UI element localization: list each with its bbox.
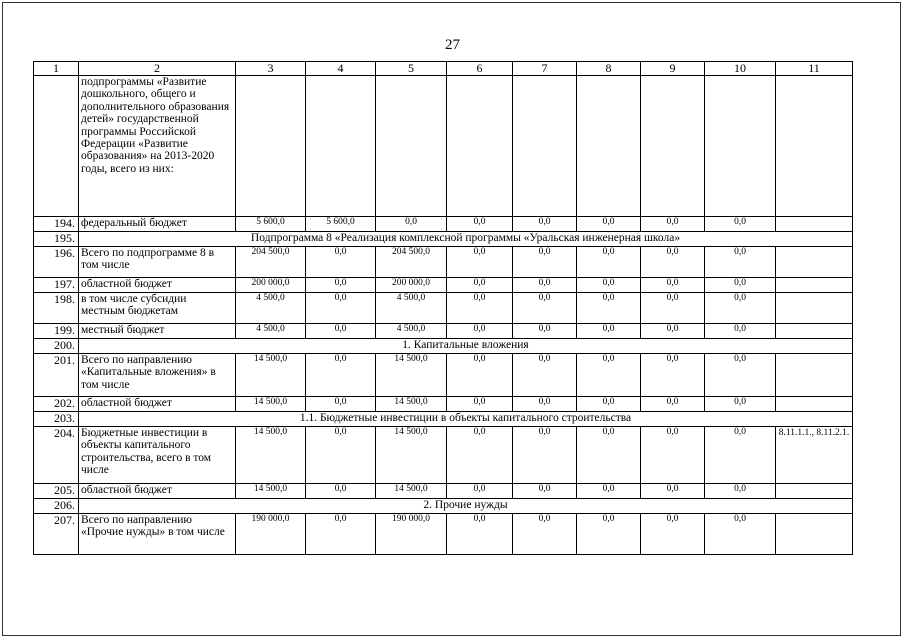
row-number: 196. bbox=[34, 247, 79, 278]
table-row bbox=[34, 397, 853, 412]
value-cell bbox=[641, 76, 705, 217]
section-title: 1. Капитальные вложения bbox=[79, 339, 853, 354]
value-cell: 0,0 bbox=[577, 324, 641, 339]
value-cell bbox=[705, 76, 776, 217]
value-cell: 0,0 bbox=[577, 247, 641, 278]
value-cell: 0,0 bbox=[577, 514, 641, 555]
value-cell: 0,0 bbox=[447, 427, 513, 484]
table-row bbox=[34, 76, 853, 217]
value-cell bbox=[577, 76, 641, 217]
value-cell: 0,0 bbox=[513, 354, 577, 397]
value-cell: 0,0 bbox=[705, 354, 776, 397]
value-cell: 0,0 bbox=[513, 514, 577, 555]
value-cell: 0,0 bbox=[577, 397, 641, 412]
column-header: 10 bbox=[705, 62, 776, 76]
value-cell: 0,0 bbox=[705, 278, 776, 293]
code-cell bbox=[776, 293, 853, 324]
value-cell: 0,0 bbox=[306, 427, 376, 484]
table-row bbox=[34, 514, 853, 555]
value-cell: 0,0 bbox=[306, 354, 376, 397]
value-cell: 204 500,0 bbox=[376, 247, 447, 278]
value-cell bbox=[376, 76, 447, 217]
value-cell: 14 500,0 bbox=[376, 397, 447, 412]
column-header: 11 bbox=[776, 62, 853, 76]
value-cell: 0,0 bbox=[641, 247, 705, 278]
row-number: 197. bbox=[34, 278, 79, 293]
table-row bbox=[34, 427, 853, 484]
column-header: 9 bbox=[641, 62, 705, 76]
table-row bbox=[34, 217, 853, 232]
value-cell: 0,0 bbox=[641, 324, 705, 339]
value-cell: 0,0 bbox=[513, 397, 577, 412]
column-header: 6 bbox=[447, 62, 513, 76]
row-number: 199. bbox=[34, 324, 79, 339]
value-cell: 0,0 bbox=[306, 293, 376, 324]
value-cell: 0,0 bbox=[577, 427, 641, 484]
value-cell: 0,0 bbox=[306, 324, 376, 339]
section-row bbox=[34, 232, 853, 247]
value-cell: 0,0 bbox=[577, 217, 641, 232]
value-cell: 0,0 bbox=[513, 427, 577, 484]
row-name: подпрограммы «Развитие дошкольного, общего и дополнительного образования детей» государственной программы Российской Федерации «Развитие образования» на 2013-2020 годы, всего из них: bbox=[79, 76, 236, 217]
value-cell: 0,0 bbox=[306, 278, 376, 293]
value-cell: 0,0 bbox=[447, 324, 513, 339]
value-cell: 200 000,0 bbox=[376, 278, 447, 293]
row-name: Всего по направлению «Капитальные вложения» в том числе bbox=[79, 354, 236, 397]
value-cell: 0,0 bbox=[641, 354, 705, 397]
row-number: 200. bbox=[34, 339, 79, 354]
value-cell: 190 000,0 bbox=[376, 514, 447, 555]
value-cell: 0,0 bbox=[447, 217, 513, 232]
value-cell: 0,0 bbox=[705, 324, 776, 339]
value-cell: 0,0 bbox=[306, 484, 376, 499]
value-cell: 4 500,0 bbox=[376, 293, 447, 324]
row-number: 207. bbox=[34, 514, 79, 555]
value-cell: 0,0 bbox=[447, 484, 513, 499]
value-cell: 0,0 bbox=[577, 293, 641, 324]
row-number: 198. bbox=[34, 293, 79, 324]
value-cell: 0,0 bbox=[641, 484, 705, 499]
value-cell: 14 500,0 bbox=[376, 484, 447, 499]
value-cell: 0,0 bbox=[513, 278, 577, 293]
value-cell: 14 500,0 bbox=[236, 354, 306, 397]
page-number: 27 bbox=[445, 37, 460, 53]
code-cell bbox=[776, 217, 853, 232]
value-cell: 14 500,0 bbox=[236, 484, 306, 499]
value-cell: 0,0 bbox=[447, 293, 513, 324]
section-title: 1.1. Бюджетные инвестиции в объекты капитального строительства bbox=[79, 412, 853, 427]
code-cell bbox=[776, 76, 853, 217]
table-row bbox=[34, 278, 853, 293]
value-cell: 0,0 bbox=[705, 397, 776, 412]
value-cell: 4 500,0 bbox=[376, 324, 447, 339]
row-number: 206. bbox=[34, 499, 79, 514]
value-cell bbox=[306, 76, 376, 217]
value-cell: 0,0 bbox=[447, 397, 513, 412]
section-row bbox=[34, 339, 853, 354]
row-name: местный бюджет bbox=[79, 324, 236, 339]
code-cell: 8.11.1.1., 8.11.2.1. bbox=[776, 427, 853, 484]
code-cell bbox=[776, 247, 853, 278]
column-header: 1 bbox=[34, 62, 79, 76]
table-row bbox=[34, 247, 853, 278]
value-cell: 14 500,0 bbox=[236, 397, 306, 412]
row-number: 195. bbox=[34, 232, 79, 247]
value-cell: 5 600,0 bbox=[236, 217, 306, 232]
value-cell: 0,0 bbox=[306, 514, 376, 555]
value-cell: 0,0 bbox=[513, 324, 577, 339]
value-cell: 0,0 bbox=[641, 293, 705, 324]
value-cell: 0,0 bbox=[705, 217, 776, 232]
section-title: 2. Прочие нужды bbox=[79, 499, 853, 514]
budget-table bbox=[33, 61, 853, 555]
row-number: 201. bbox=[34, 354, 79, 397]
table-row bbox=[34, 293, 853, 324]
table-row bbox=[34, 324, 853, 339]
column-header: 2 bbox=[79, 62, 236, 76]
value-cell: 4 500,0 bbox=[236, 293, 306, 324]
row-number: 204. bbox=[34, 427, 79, 484]
row-name: Всего по направлению «Прочие нужды» в том числе bbox=[79, 514, 236, 555]
value-cell: 0,0 bbox=[513, 293, 577, 324]
code-cell bbox=[776, 514, 853, 555]
value-cell: 0,0 bbox=[705, 484, 776, 499]
value-cell: 0,0 bbox=[705, 247, 776, 278]
value-cell: 200 000,0 bbox=[236, 278, 306, 293]
value-cell: 0,0 bbox=[447, 247, 513, 278]
value-cell: 0,0 bbox=[705, 293, 776, 324]
row-number: 202. bbox=[34, 397, 79, 412]
row-name: Бюджетные инвестиции в объекты капитального строительства, всего в том числе bbox=[79, 427, 236, 484]
value-cell: 204 500,0 bbox=[236, 247, 306, 278]
value-cell: 0,0 bbox=[447, 514, 513, 555]
value-cell: 0,0 bbox=[513, 247, 577, 278]
table-row bbox=[34, 354, 853, 397]
column-header: 4 bbox=[306, 62, 376, 76]
value-cell: 0,0 bbox=[306, 397, 376, 412]
section-row bbox=[34, 412, 853, 427]
value-cell: 0,0 bbox=[705, 514, 776, 555]
column-header: 3 bbox=[236, 62, 306, 76]
value-cell bbox=[513, 76, 577, 217]
value-cell: 14 500,0 bbox=[376, 427, 447, 484]
value-cell: 0,0 bbox=[641, 427, 705, 484]
code-cell bbox=[776, 354, 853, 397]
section-title: Подпрограмма 8 «Реализация комплексной программы «Уральская инженерная школа» bbox=[79, 232, 853, 247]
row-name: федеральный бюджет bbox=[79, 217, 236, 232]
row-name: в том числе субсидии местным бюджетам bbox=[79, 293, 236, 324]
code-cell bbox=[776, 397, 853, 412]
row-number: 194. bbox=[34, 217, 79, 232]
column-header: 7 bbox=[513, 62, 577, 76]
value-cell bbox=[447, 76, 513, 217]
code-cell bbox=[776, 324, 853, 339]
value-cell: 14 500,0 bbox=[376, 354, 447, 397]
value-cell: 0,0 bbox=[376, 217, 447, 232]
column-header: 5 bbox=[376, 62, 447, 76]
row-number: 205. bbox=[34, 484, 79, 499]
row-name: Всего по подпрограмме 8 в том числе bbox=[79, 247, 236, 278]
value-cell: 0,0 bbox=[513, 484, 577, 499]
table-row bbox=[34, 484, 853, 499]
code-cell bbox=[776, 484, 853, 499]
value-cell: 0,0 bbox=[641, 397, 705, 412]
value-cell: 0,0 bbox=[577, 278, 641, 293]
value-cell: 0,0 bbox=[306, 247, 376, 278]
value-cell bbox=[236, 76, 306, 217]
row-number: 203. bbox=[34, 412, 79, 427]
value-cell: 0,0 bbox=[577, 354, 641, 397]
row-name: областной бюджет bbox=[79, 397, 236, 412]
value-cell: 0,0 bbox=[447, 354, 513, 397]
value-cell: 4 500,0 bbox=[236, 324, 306, 339]
value-cell: 190 000,0 bbox=[236, 514, 306, 555]
value-cell: 5 600,0 bbox=[306, 217, 376, 232]
row-name: областной бюджет bbox=[79, 278, 236, 293]
row-number bbox=[34, 76, 79, 217]
column-header: 8 bbox=[577, 62, 641, 76]
table-header-row bbox=[34, 62, 853, 76]
value-cell: 0,0 bbox=[641, 278, 705, 293]
value-cell: 0,0 bbox=[641, 217, 705, 232]
value-cell: 0,0 bbox=[641, 514, 705, 555]
value-cell: 0,0 bbox=[705, 427, 776, 484]
value-cell: 0,0 bbox=[447, 278, 513, 293]
value-cell: 0,0 bbox=[577, 484, 641, 499]
value-cell: 0,0 bbox=[513, 217, 577, 232]
section-row bbox=[34, 499, 853, 514]
code-cell bbox=[776, 278, 853, 293]
value-cell: 14 500,0 bbox=[236, 427, 306, 484]
row-name: областной бюджет bbox=[79, 484, 236, 499]
